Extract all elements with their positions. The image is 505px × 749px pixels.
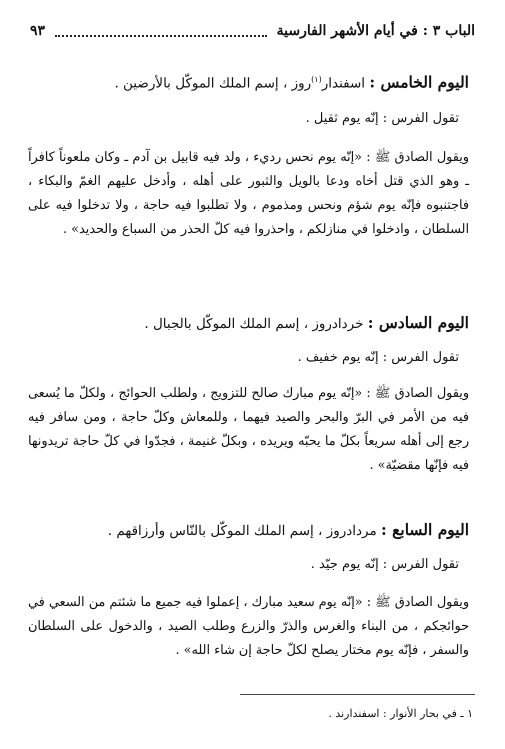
day-six-quote: ويقول الصادق ﷺ : «إنّه يوم مبارك صالح للتزويج ، ولطلب الحوائج ، ولكلّ ما يُسعى فيه من الأمر في البرّ والبحر والصيد فيهما ، وللمعاش وكلّ حاجة ، ومن سافر فيه رجع إلى أهله سريعاً بكلّ ما يحبّه ويريده ، وبكلّ غنيمة ، فجدّوا في كلّ حاجة تريدونها فيه فإنّها مقضيّة» . bbox=[28, 386, 469, 473]
leader-dots bbox=[55, 25, 267, 37]
day-seven-heading: اليوم السابع : bbox=[381, 520, 469, 539]
day-six-intro: خردادروز ، إسم الملك الموكّل بالجبال . bbox=[144, 316, 364, 332]
day-seven-fars: تقول الفرس : إنّه يوم جيّد . bbox=[310, 557, 459, 572]
day-five-heading-line bbox=[28, 68, 469, 96]
day-five-intro-b: روز ، إسم الملك الموكّل بالأرضين . bbox=[114, 75, 312, 92]
day-six-heading: اليوم السادس : bbox=[367, 313, 469, 332]
day-five-intro-a: اسفندار bbox=[321, 75, 366, 92]
running-header bbox=[30, 20, 475, 42]
page-number: ٩٣ bbox=[30, 23, 46, 39]
day-six-fars: تقول الفرس : إنّه يوم خفيف . bbox=[297, 350, 459, 365]
chapter-title: الباب ٣ : في أيام الأشهر الفارسية bbox=[276, 23, 475, 39]
footnote: ١ ـ في بحار الأنوار : اسفندارند . bbox=[328, 707, 473, 720]
day-five-quote: ويقول الصادق ﷺ : «إنّه يوم نحس رديء ، ولد فيه قابيل بن آدم ـ وكان ملعوناً كافراً ـ وهو الذي قتل أخاه ودعا بالويل والثبور على أهله ، وأدخل عليهم الغمّ والبكاء ، فاجتنبوه فإنّه يوم شؤم ونحس ومذموم ، ولا تطلبوا فيه حاجة ، ولا تدخلوا فيه على السلطان ، وادخلوا في منازلكم ، واحذروا فيه كلّ الحذر من السباع والحديد» . bbox=[28, 150, 469, 237]
day-six-heading-line bbox=[28, 311, 469, 336]
day-five-heading: اليوم الخامس : bbox=[369, 72, 469, 92]
day-seven-heading-line bbox=[28, 518, 469, 543]
day-seven-intro: مردادروز ، إسم الملك الموكّل بالنّاس وأرزاقهم . bbox=[107, 523, 377, 539]
footnote-rule bbox=[240, 694, 475, 695]
footnote-marker: (١) bbox=[311, 75, 322, 84]
day-seven-quote: ويقول الصادق ﷺ : «إنّه يوم سعيد مبارك ، إعملوا فيه جميع ما شئتم من السعي في حوائجكم ، من البناء والغرس والذرّ والزرع وطلب الصيد ، والدخول على السلطان والسفر ، فإنّه يوم مختار يصلح لكلّ حاجة إن شاء الله» . bbox=[28, 595, 469, 658]
day-five-fars: تقول الفرس : إنّه يوم ثقيل . bbox=[305, 111, 459, 126]
